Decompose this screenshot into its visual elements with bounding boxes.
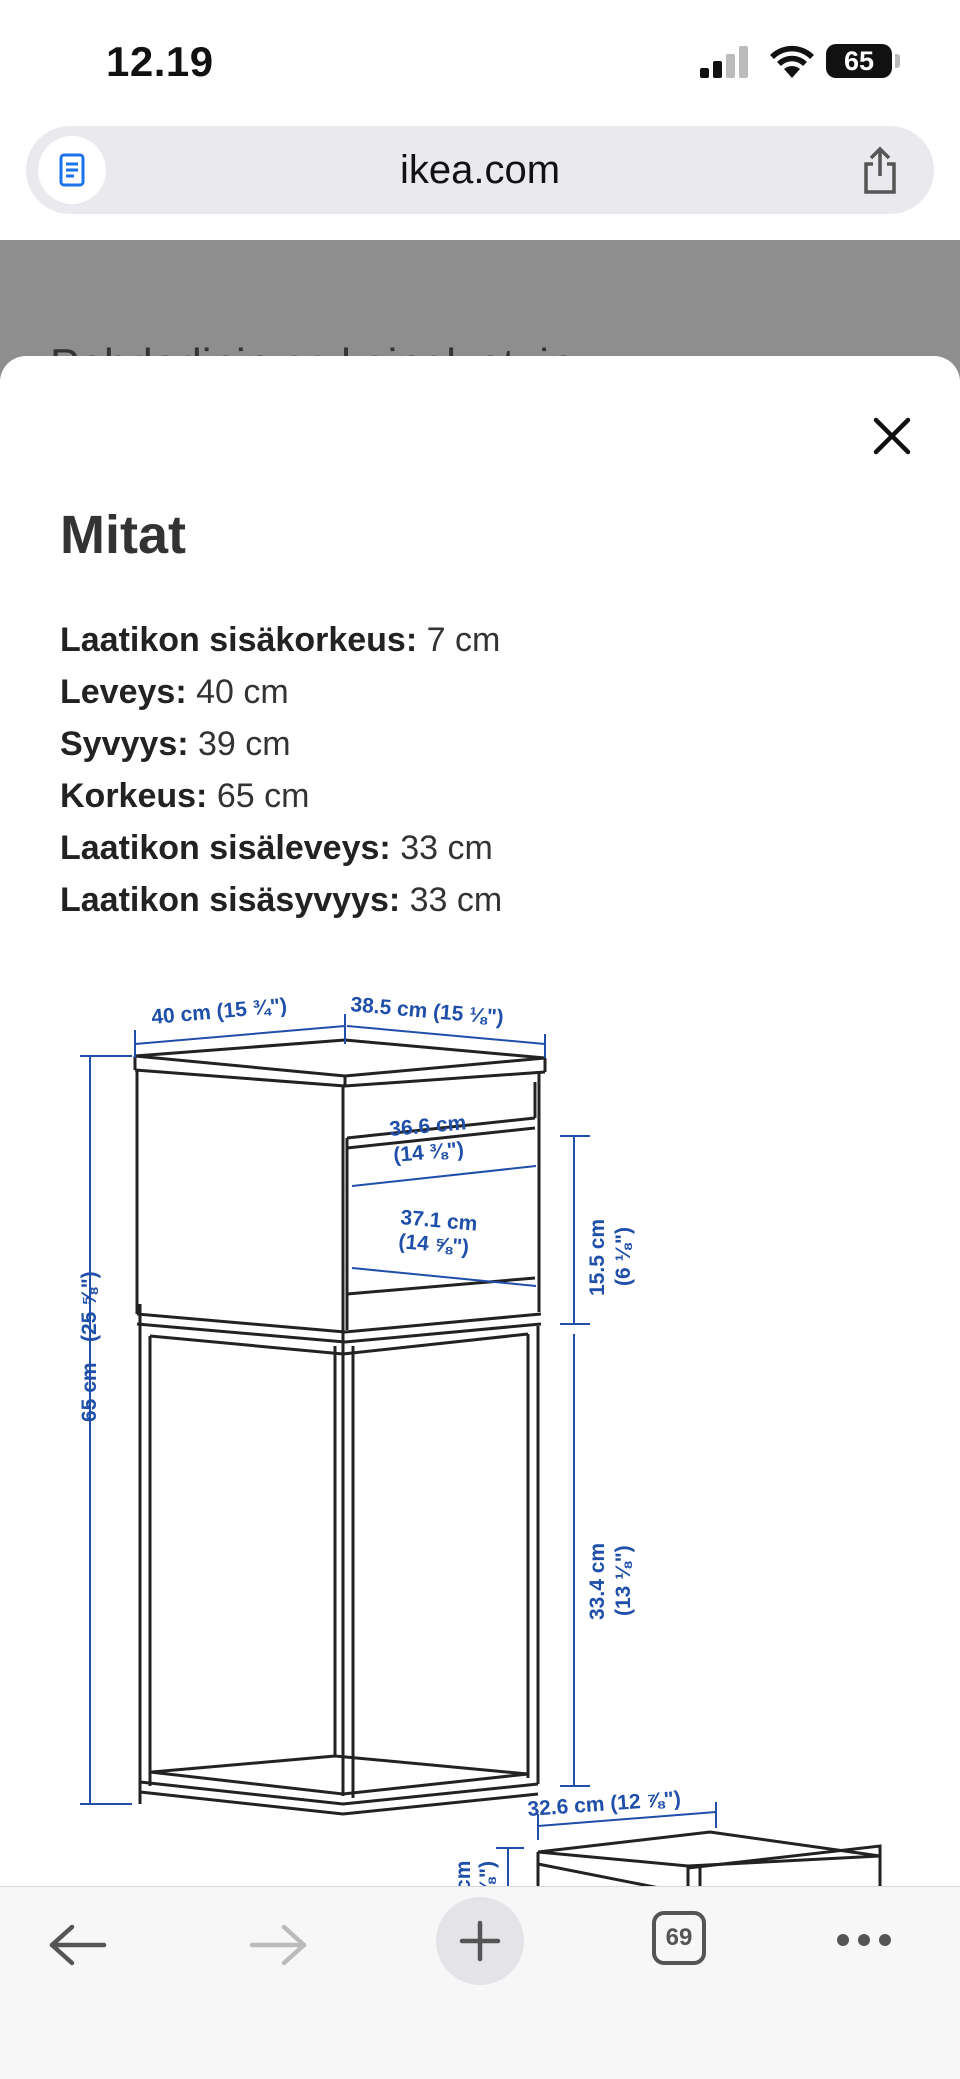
browser-toolbar: [0, 1886, 960, 2079]
spec-label: Syvyys:: [60, 725, 189, 763]
address-bar[interactable]: [26, 126, 934, 214]
cabinet-top: [135, 1040, 545, 1076]
status-bar: [0, 0, 960, 124]
spec-row: [60, 666, 502, 718]
new-tab-button[interactable]: [436, 1897, 524, 1985]
spec-label: Leveys:: [60, 673, 187, 711]
spec-value: 7 cm: [417, 621, 501, 659]
dim-depth: 38.5 cm (15 ⅛"): [349, 993, 505, 1030]
url-text[interactable]: ikea.com: [399, 148, 561, 192]
forward-arrow-icon[interactable]: [248, 1923, 308, 1967]
dim-width: 40 cm (15 ¾"): [150, 994, 288, 1029]
sheet-title: Mitat: [60, 505, 186, 565]
cellular-signal-icon: [700, 46, 752, 78]
dim-leg-height-cm: 33.4 cm: [586, 1542, 609, 1620]
dim-shelf-width-in: (14 ⅝"): [397, 1230, 470, 1260]
dim-leg-height-in: (13 ⅛"): [612, 1545, 635, 1616]
dim-top-height-cm: 15.5 cm: [586, 1218, 609, 1296]
wifi-icon: [770, 44, 814, 78]
dim-drawer-width-cm: 36.6 cm: [388, 1111, 468, 1141]
back-arrow-icon[interactable]: [48, 1923, 108, 1967]
spec-row: [60, 614, 502, 666]
dimensions-sheet: [0, 356, 960, 1886]
spec-value: 33 cm: [390, 829, 493, 867]
dim-drawer-inner-width: 32.6 cm (12 ⅞"): [526, 1787, 682, 1821]
spec-value: 33 cm: [400, 881, 503, 919]
spec-label: Laatikon sisäsyvyys:: [60, 881, 401, 919]
dim-height-in: (25 ⅝"): [78, 1271, 101, 1342]
spec-label: Laatikon sisäleveys:: [60, 829, 391, 867]
tabs-icon[interactable]: 69: [652, 1911, 706, 1965]
dim-shelf-width-cm: 37.1 cm: [399, 1206, 479, 1236]
plus-icon: [458, 1919, 502, 1963]
spec-row: [60, 874, 502, 926]
spec-list: [60, 614, 502, 926]
status-time: 12.19: [106, 38, 214, 85]
more-icon[interactable]: [836, 1933, 892, 1947]
dim-height-cm: 65 cm: [78, 1362, 101, 1422]
battery-icon: [895, 54, 900, 68]
share-icon[interactable]: [860, 146, 900, 194]
spec-value: 40 cm: [186, 673, 289, 711]
spec-value: 65 cm: [207, 777, 310, 815]
spec-value: 39 cm: [188, 725, 291, 763]
dim-top-height-in: (6 ⅛"): [612, 1227, 635, 1286]
spec-row: [60, 822, 502, 874]
spec-row: [60, 770, 502, 822]
spec-label: Laatikon sisäkorkeus:: [60, 621, 418, 659]
spec-row: [60, 718, 502, 770]
close-icon[interactable]: [866, 410, 918, 462]
dim-drawer-width-in: (14 ⅜"): [392, 1137, 465, 1167]
spec-label: Korkeus:: [60, 777, 208, 815]
dimension-drawing: [60, 986, 900, 1821]
battery-level: 65: [826, 44, 892, 78]
